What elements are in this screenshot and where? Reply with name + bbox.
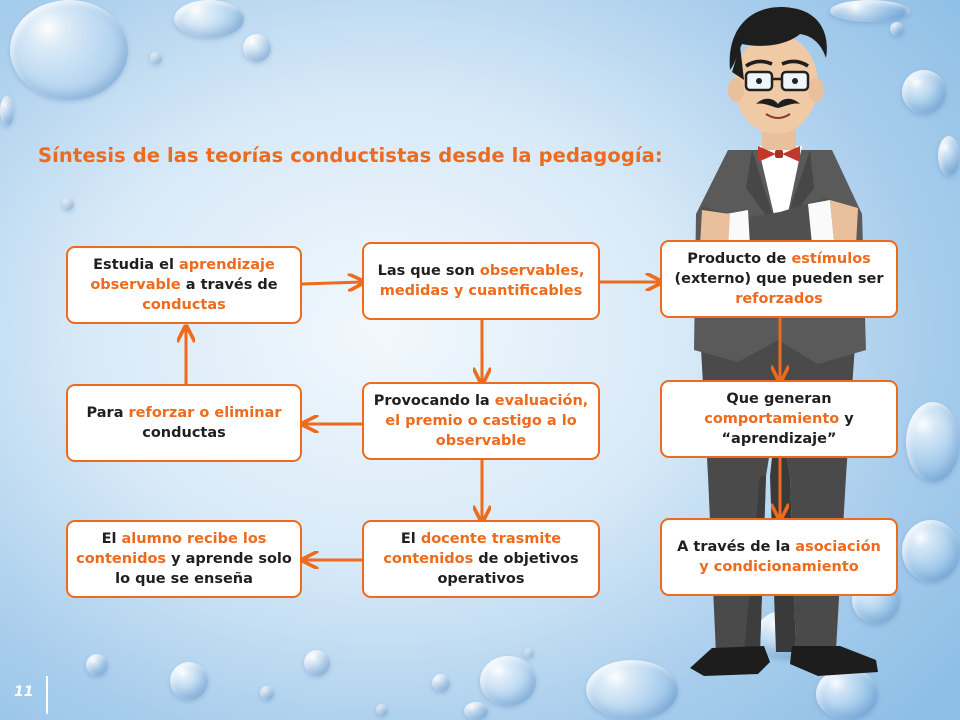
box-text: A través de la [677, 539, 796, 555]
box-generate-behavior [660, 380, 898, 458]
box-student-receives [66, 520, 302, 598]
box-stimulus-product [660, 240, 898, 318]
box-text: conductas [142, 425, 226, 441]
box-highlight: comportamiento [704, 411, 840, 427]
box-text: Provocando la [373, 393, 495, 409]
box-highlight: reforzados [735, 291, 823, 307]
box-teacher-transmits [362, 520, 600, 598]
box-observable-measured [362, 242, 600, 320]
box-studies-observable-learning [66, 246, 302, 324]
box-text: de objetivos operativos [437, 551, 579, 587]
slide-number: 11 [14, 684, 34, 700]
box-highlight: alumno recibe los contenidos [76, 531, 267, 567]
arrow-box1-to-box2 [302, 282, 362, 284]
box-highlight: evaluación, el premio o castigo a lo observable [385, 393, 589, 449]
box-highlight: reforzar o eliminar [128, 405, 282, 421]
box-evaluation-reward [362, 382, 600, 460]
box-text: y “aprendizaje” [721, 411, 854, 447]
slide-title: Síntesis de las teorías conductistas desde la pedagogía: [38, 144, 663, 167]
box-highlight: conductas [142, 297, 226, 313]
box-association-conditioning [660, 518, 898, 596]
box-text: Estudia el [93, 257, 179, 273]
box-highlight: docente trasmite contenidos [383, 531, 562, 567]
box-highlight: estímulos [791, 251, 871, 267]
box-text: (externo) que pueden ser [674, 271, 884, 287]
box-reinforce-eliminate [66, 384, 302, 462]
box-text: Para [86, 405, 129, 421]
box-highlight: observables, medidas y cuantificables [379, 263, 585, 299]
box-text: Producto de [687, 251, 792, 267]
box-highlight: asociación y condicionamiento [699, 539, 881, 575]
box-text: El [400, 531, 421, 547]
slide-number-divider [46, 676, 48, 714]
box-text: a través de [180, 277, 278, 293]
box-text: Las que son [377, 263, 480, 279]
box-text: y aprende solo lo que se enseña [115, 551, 292, 587]
box-text: Que generan [726, 391, 832, 407]
box-highlight: aprendizaje observable [90, 257, 275, 293]
box-text: El [101, 531, 122, 547]
